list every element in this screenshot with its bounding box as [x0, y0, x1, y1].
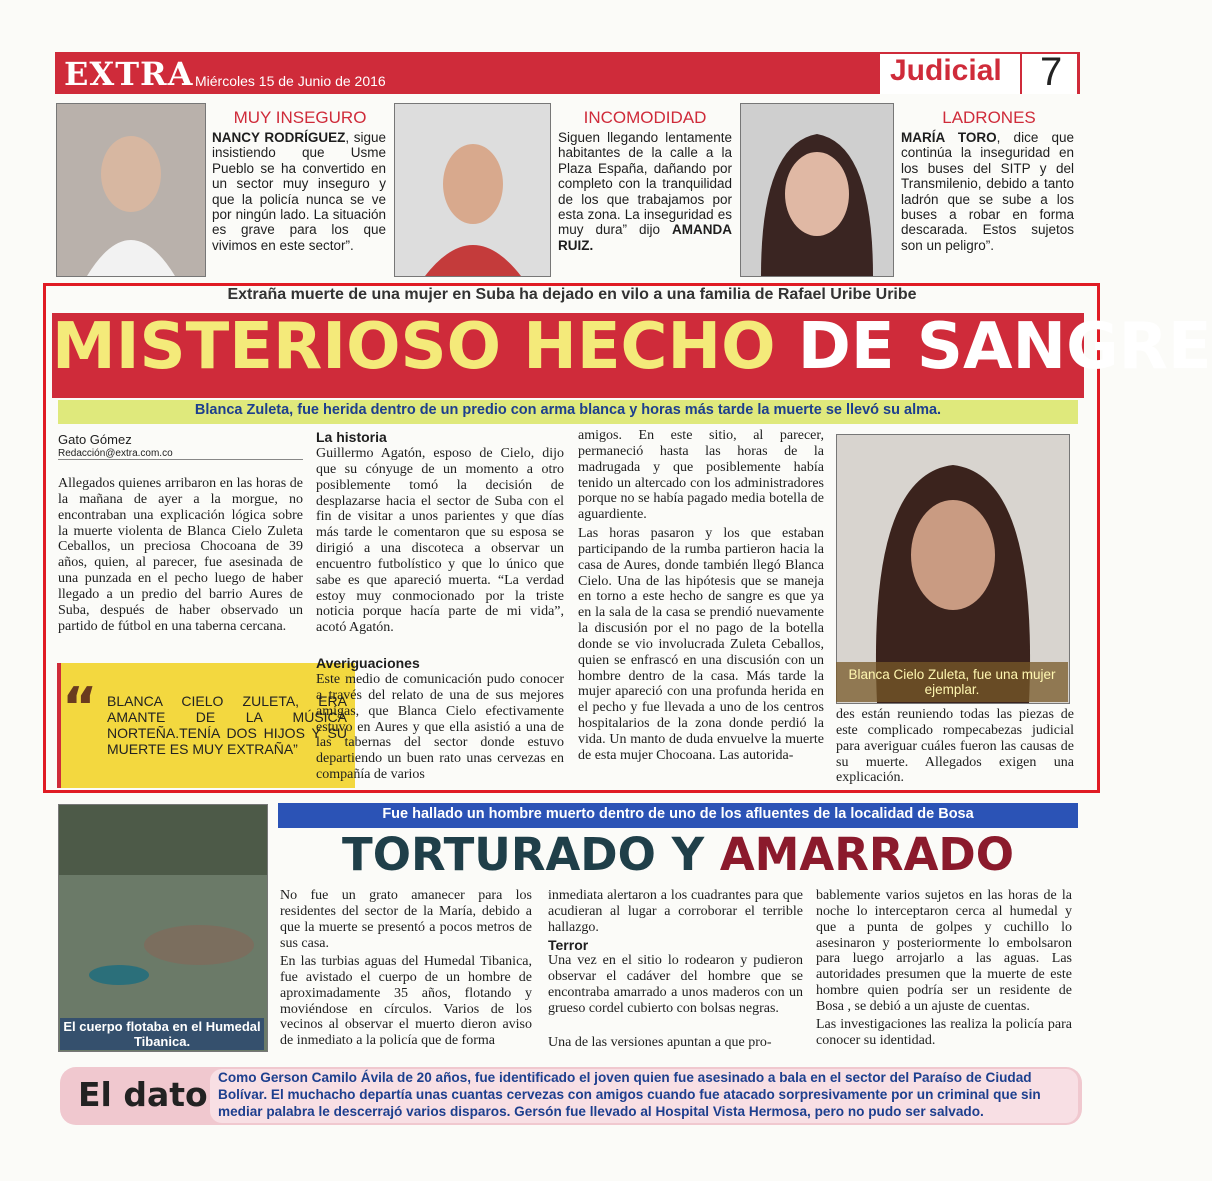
main-subhead: Blanca Zuleta, fue herida dentro de un predio con arma blanca y horas más tarde la muerte se llevó su alma.: [194, 402, 942, 418]
second-headline: TORTURADO Y AMARRADO: [342, 828, 1014, 881]
opinion-photo-3: [740, 103, 894, 277]
opinion-title-3: LADRONES: [942, 108, 1036, 127]
opinion-text-1: NANCY RODRÍGUEZ, sigue insistiendo que Usme Pueblo se ha convertido en un sector muy inseguro y que la policía nunca se ve por ningún lado. La situación es grave para los que vivimos en este sector”.: [212, 130, 387, 253]
second-col-1b: En las turbias aguas del Humedal Tibanica, fue avistado el cuerpo de un hombre de aproximadamente 35 años, flotando y moviéndose en círculos. Varios de los vecinos al observar el muerto dieron aviso de inmediato a la policía que de forma: [280, 954, 532, 1049]
wetland-scene-icon: [59, 805, 267, 1051]
opinion-title-1: MUY INSEGURO: [233, 108, 367, 127]
opinion-photo-2: [394, 103, 551, 277]
quote-mark-icon: “: [62, 676, 98, 739]
main-col-3a: amigos. En este sitio, al parecer, permaneció hasta las horas de la madrugada y que posiblemente había tenido un altercado con los administradores porque no se había pagado media botella de aguardiente.: [578, 428, 824, 523]
main-col-4: des están reuniendo todas las piezas de este complicado rompecabezas judicial para averiguar cuáles fueron las causas de su muerte. Allegados exigen una explicación.: [836, 707, 1074, 786]
byline-email: Redacción@extra.com.co: [58, 448, 303, 460]
main-col-3b: Las horas pasaron y los que estaban participando de la rumba partieron hacia la casa de Aures, donde también llegó Blanca Cielo. Una de las hipótesis que se maneja en torno a este hecho de sangre es que ya en la sala de la casa se prendió nuevamente la discusión por el no pago de la botella donde se vio involucrada Zuleta Ceballos, quien se enfrascó en una discusión con un hombre dentro de la casa. Más tarde la mujer apareció con una profunda herida en el pecho y fue llevada a uno de los centros hospitalarios de la zona donde perdió la vida. Un manto de duda envuelve la muerte de esta mujer Chocoana. Las autorida-: [578, 526, 824, 763]
el-dato-text: Como Gerson Camilo Ávila de 20 años, fue identificado el joven quien fue asesinado a bala en el sector del Paraíso de Ciudad Bolívar. El muchacho departía unas cuantas cervezas con amigos cuando fue atacado sorpresivamente por un criminal que sin mediar palabra le descerrajó varios disparos. Gersón fue llevado al Hospital Vista Hermosa, pero no pudo ser salvado.: [218, 1070, 1041, 1119]
main-headline: MISTERIOSO HECHO DE SANGRE: [52, 310, 1212, 384]
portrait-icon: [57, 104, 205, 276]
issue-date: Miércoles 15 de Junio de 2016: [195, 73, 386, 89]
opinion-text-3: MARÍA TORO, dice que continúa la inseguridad en los buses del SITP y del Transmilenio, debido a tanto ladrón que se sube a los buses a robar en forma descarada. Estos sujetos son un peligro”.: [901, 130, 1075, 253]
page-number: 7: [1040, 50, 1063, 94]
subtitle-averiguaciones: Averiguaciones: [316, 655, 420, 671]
newspaper-logo: EXTRA: [64, 55, 194, 93]
opinion-text-2: Siguen llegando lentamente habitantes de la calle a la Plaza España, dañando por completo con la tranquilidad de los que trabajamos por esta zona. La inseguridad es muy dura” dijo AMANDA RUIZ.: [558, 130, 732, 253]
second-kicker: Fue hallado un hombre muerto dentro de uno de los afluentes de la localidad de Bosa: [382, 806, 974, 822]
main-story-kicker: Extraña muerte de una mujer en Suba ha dejado en vilo a una familia de Rafael Uribe Uribe: [227, 286, 917, 303]
portrait-icon: [395, 104, 550, 276]
pullquote-text: BLANCA CIELO ZULETA, ERA AMANTE DE LA MÚSICA NORTEÑA.TENÍA DOS HIJOS Y SU MUERTE ES MUY EXTRAÑA”: [107, 693, 347, 757]
el-dato-label: El dato: [78, 1075, 208, 1114]
opinion-photo-1: [56, 103, 206, 277]
opinion-title-2: INCOMODIDAD: [583, 108, 707, 127]
second-col-2b: Una vez en el sitio lo rodearon y pudieron observar el cadáver del hombre que se encontraba amarrado a unos maderos con un grueso cordel cubierto con bolsas negras.: [548, 953, 803, 1016]
byline: Gato Gómez: [58, 432, 132, 447]
portrait-icon: [741, 104, 893, 276]
victim-caption: Blanca Cielo Zuleta, fue una mujer ejemplar.: [848, 667, 1056, 697]
wetland-caption: El cuerpo flotaba en el Humedal Tibanica.: [63, 1019, 261, 1049]
subtitle-historia: La historia: [316, 429, 387, 445]
second-col-2c: Una de las versiones apuntan a que pro-: [548, 1035, 772, 1050]
second-col-3a: bablemente varios sujetos en las horas de la noche lo interceptaron cerca al humedal y que a punta de golpes y cuchillo lo asesinaron y posteriormente lo embolsaron para luego arrojarlo a las aguas. Las autoridades presumen que la muerte de este hombre quien podría ser un residente de Bosa , se debió a un ajuste de cuentas.: [816, 888, 1072, 1014]
section-label: Judicial: [890, 54, 1002, 87]
second-col-3b: Las investigaciones las realiza la policía para conocer su identidad.: [816, 1017, 1072, 1048]
main-col-2a: Guillermo Agatón, esposo de Cielo, dijo que su cónyuge de un momento a otro posiblemente tomó la decisión de desplazarse hacia el sector de Suba con el fin de visitar a unos parientes y que días más tarde le comentaron que su esposa se dirigió a una discoteca a observar un encuentro futbolístico y que lo único que sabe es que apareció muerta. “La verdad estoy muy conmocionado por la triste noticia porque hacía parte de mi vida”, acotó Agatón.: [316, 446, 564, 636]
subtitle-terror: Terror: [548, 937, 589, 953]
second-col-2a: inmediata alertaron a los cuadrantes para que acudieran al lugar a corroborar el terrible hallazgo.: [548, 888, 803, 935]
main-col-2b: Este medio de comunicación pudo conocer a través del relato de una de sus mejores amigas, que Blanca Cielo efectivamente estuvo en Aures y que ella asistió a una de las tabernas del sector donde estuvo departiendo un buen rato unas cervezas en compañía de varios: [316, 672, 564, 783]
wetland-photo: [58, 804, 268, 1052]
second-col-1a: No fue un grato amanecer para los residentes del sector de la María, debido a que la muerte se presentó a pocos metros de sus casa.: [280, 888, 532, 951]
main-col-1: Allegados quienes arribaron en las horas de la mañana de ayer a la morgue, no encontraban una explicación lógica sobre la muerte violenta de Blanca Cielo Zuleta Ceballos, un preciosa Chocoana de 39 años, quien, al parecer, fue asesinada de una punzada en el pecho luego de haber llegado a un predio del barrio Aures de Suba, después de haber observado un partido de fútbol en una taberna cercana.: [58, 476, 303, 634]
